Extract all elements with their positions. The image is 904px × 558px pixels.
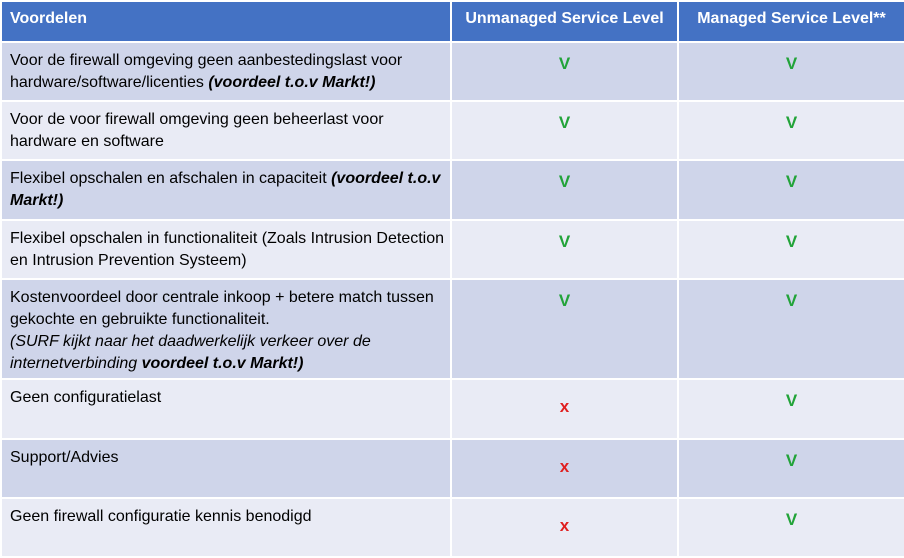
check-icon: V (785, 450, 798, 470)
managed-cell (678, 42, 904, 101)
check-icon: V (785, 390, 798, 410)
header-row (1, 1, 904, 42)
unmanaged-cell (451, 42, 678, 101)
row-text: Support/Advies (10, 448, 119, 466)
unmanaged-cell (451, 279, 678, 379)
row-label (1, 439, 451, 498)
managed-cell (678, 439, 904, 498)
row-text: Voor de voor firewall omgeving geen beheerlast voor hardware en software (10, 110, 384, 150)
row-text: Geen firewall configuratie kennis benodigd (10, 507, 312, 525)
check-icon: V (558, 112, 571, 132)
row-label (1, 498, 451, 557)
row-text: Flexibel opschalen en afschalen in capaciteit (10, 169, 332, 187)
check-icon: V (785, 231, 798, 251)
table-row (1, 498, 904, 557)
managed-cell (678, 498, 904, 557)
check-icon: V (558, 290, 571, 310)
check-icon: V (785, 112, 798, 132)
header-managed: Managed Service Level** (678, 1, 904, 42)
table-row (1, 220, 904, 279)
check-icon: V (558, 231, 571, 251)
managed-cell (678, 220, 904, 279)
row-text: Kostenvoordeel door centrale inkoop + betere match tussen gekochte en gebruikte functionaliteit. (10, 288, 434, 328)
row-label (1, 101, 451, 160)
row-emphasis: (voordeel t.o.v Markt!) (208, 73, 376, 91)
row-label (1, 220, 451, 279)
check-icon: V (785, 171, 798, 191)
unmanaged-cell (451, 220, 678, 279)
header-unmanaged: Unmanaged Service Level (451, 1, 678, 42)
unmanaged-cell (451, 101, 678, 160)
row-label (1, 42, 451, 101)
unmanaged-cell (451, 160, 678, 220)
row-emphasis: (voordeel t.o.v Markt!) (10, 169, 441, 209)
unmanaged-cell (451, 498, 678, 557)
row-label (1, 379, 451, 439)
unmanaged-cell (451, 439, 678, 498)
table-row (1, 42, 904, 101)
table-row (1, 379, 904, 439)
cross-icon: x (559, 515, 570, 535)
table-row (1, 439, 904, 498)
row-note: (SURF kijkt naar het daadwerkelijk verkeer over de internetverbinding (10, 332, 371, 372)
row-note-emphasis: voordeel t.o.v Markt!) (141, 354, 304, 372)
cross-icon: x (559, 396, 570, 416)
check-icon: V (785, 53, 798, 73)
managed-cell (678, 101, 904, 160)
managed-cell (678, 279, 904, 379)
row-label (1, 160, 451, 220)
row-text: Geen configuratielast (10, 388, 162, 406)
row-text: Voor de firewall omgeving geen aanbestedingslast voor hardware/software/licenties (10, 51, 403, 91)
header-voordelen: Voordelen (1, 1, 451, 42)
table-row (1, 279, 904, 379)
table-row (1, 160, 904, 220)
check-icon: V (558, 171, 571, 191)
check-icon: V (785, 509, 798, 529)
unmanaged-cell (451, 379, 678, 439)
check-icon: V (558, 53, 571, 73)
managed-cell (678, 160, 904, 220)
cross-icon: x (559, 456, 570, 476)
check-icon: V (785, 290, 798, 310)
row-text: Flexibel opschalen in functionaliteit (Zoals Intrusion Detection en Intrusion Prevention Systeem) (10, 229, 445, 269)
managed-cell (678, 379, 904, 439)
row-label (1, 279, 451, 379)
table-row (1, 101, 904, 160)
